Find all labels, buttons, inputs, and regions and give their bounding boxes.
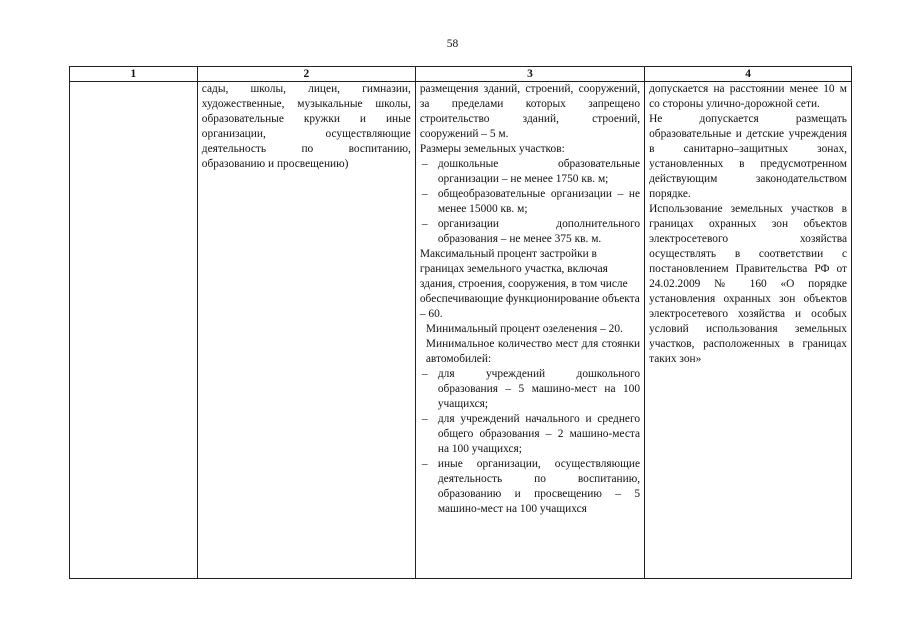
dash-marker: – — [421, 188, 428, 200]
column-header-2: 2 — [197, 67, 415, 82]
table-row — [70, 82, 852, 579]
dash-marker: – — [421, 368, 428, 380]
plot-sizes-list — [420, 157, 640, 247]
table-header-row — [70, 67, 852, 82]
dash-marker: – — [421, 158, 428, 170]
setback-text: размещения зданий, строений, сооружений, за пределами которых запрещено строительство зданий, строений, сооружений – 5 м. — [419, 83, 641, 140]
list-item: – общеобразовательные организации – не менее 15000 кв. м; — [421, 188, 641, 215]
cell-col2 — [197, 82, 415, 579]
plot-sizes-heading: Размеры земельных участков: — [419, 143, 565, 155]
cell-col4 — [645, 82, 852, 579]
cell-col3 — [415, 82, 644, 579]
list-item: – для учреждений начального и среднего общего образования – 2 машино-места на 100 учащихся; — [421, 413, 641, 455]
parking-heading: Минимальное количество мест для стоянки автомобилей: — [425, 338, 641, 365]
column-header-3: 3 — [415, 67, 644, 82]
list-item: – дошкольные образовательные организации – не менее 1750 кв. м; — [421, 158, 641, 185]
regulations-table — [69, 66, 852, 579]
page-number: 58 — [446, 38, 459, 50]
cell-col1 — [70, 82, 198, 579]
distance-note-text: допускается на расстоянии менее 10 м со стороны улично-дорожной сети. — [649, 83, 847, 110]
dash-marker: – — [421, 413, 428, 425]
list-item: – иные организации, осуществляющие деятельность по воспитанию, образованию и просвещению – 5 машино-мест на 100 учащихся — [421, 458, 641, 515]
column-header-1: 1 — [70, 67, 198, 82]
max-build-percent-text: Максимальный процент застройки в границах земельного участка, включая здания, строения, сооружения, в том числе обеспечивающие функционирование объекта – 60. — [419, 248, 640, 320]
column-header-4: 4 — [645, 67, 852, 82]
list-item: – для учреждений дошкольного образования – 5 машино-мест на 100 учащихся; — [421, 368, 641, 410]
list-item: – организации дополнительного образования – не менее 375 кв. м. — [421, 218, 641, 245]
min-green-percent-text: Минимальный процент озеленения – 20. — [425, 323, 623, 335]
power-zone-text: Использование земельных участков в границах охранных зон объектов электросетевого хозяйства осуществлять в соответствии с постановлением Правительства РФ от 24.02.2009 № 160 «О порядке установления охранных зон объектов электросетевого хозяйства и особых условий использования земельных участков, расположенных в границах таких зон» — [649, 203, 847, 365]
sanitary-zone-text: Не допускается размещать образовательные и детские учреждения в санитарно–защитных зонах, установленных в предусмотренном действующим законодательством порядке. — [649, 113, 847, 200]
facility-types-text: сады, школы, лицеи, гимназии, художественные, музыкальные школы, образовательные кружки и иные организации, осуществляющие деятельность по воспитанию, образованию и просвещению) — [201, 83, 411, 170]
parking-list — [420, 367, 640, 517]
dash-marker: – — [421, 458, 428, 470]
dash-marker: – — [421, 218, 428, 230]
